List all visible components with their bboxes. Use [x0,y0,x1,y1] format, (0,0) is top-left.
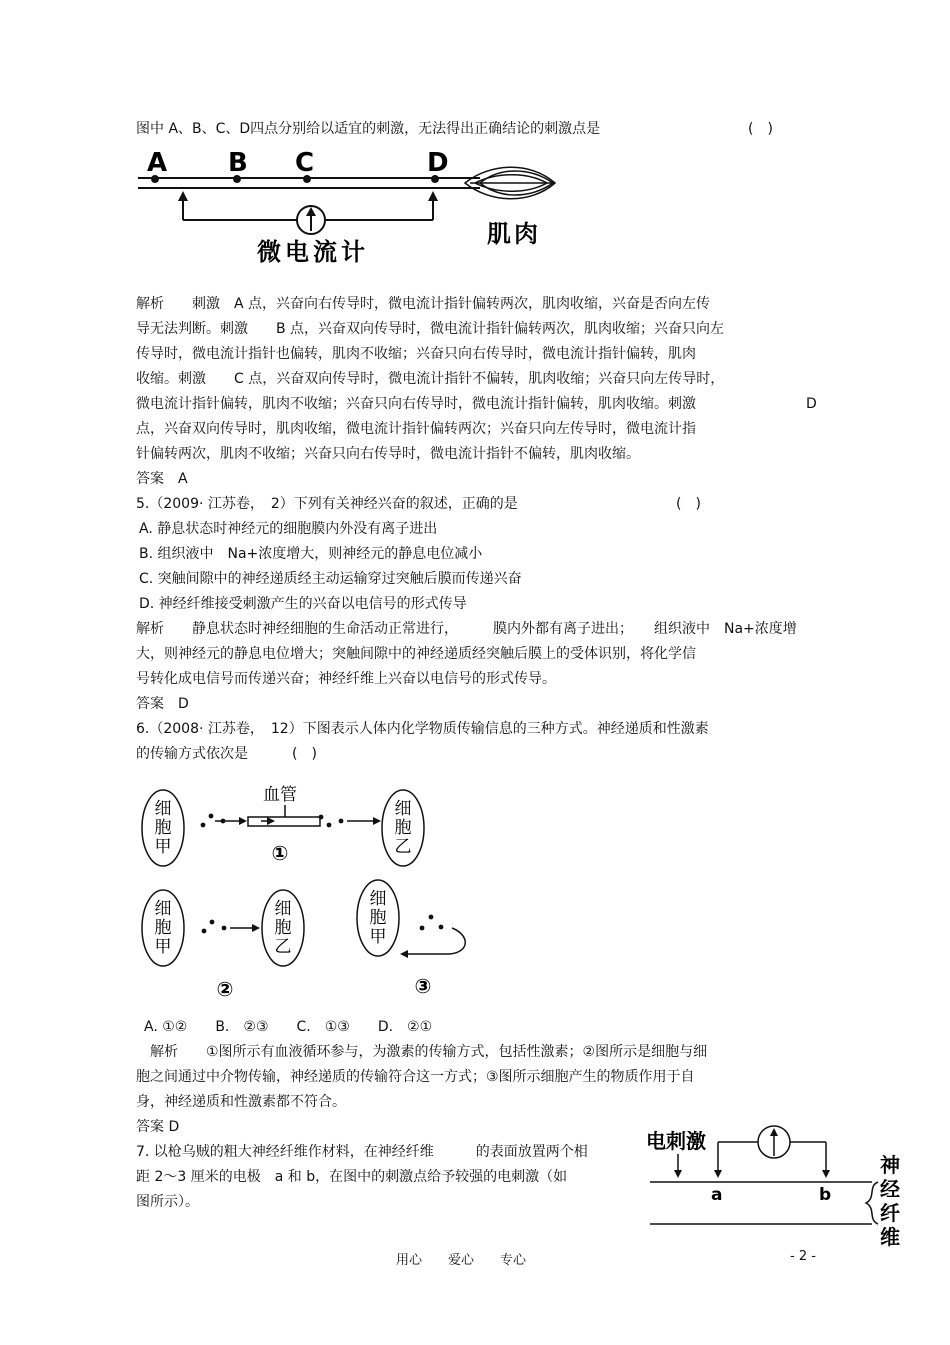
electrode-a-label: a [711,1185,723,1205]
q5-option-c: C. 突触间隙中的神经递质经主动运输穿过突触后膜而传递兴奋 [139,571,522,587]
fiber-label-char: 神 [880,1153,900,1177]
stimulation-figure [640,1120,910,1250]
q6-analysis-line: 解析 ①图所示有血液循环参与，为激素的传输方式，包括性激素；②图所示是细胞与细 [136,1044,708,1060]
mark-3: ③ [414,974,432,998]
vessel-label: 血管 [263,785,297,805]
q5-option-b: B. 组织液中 Na+浓度增大，则神经元的静息电位减小 [139,546,483,562]
q6-analysis-line: 胞之间通过中介物传输，神经递质的传输符合这一方式；③图所示细胞产生的物质作用于自 [136,1069,695,1085]
point-a-label: A [147,148,168,178]
cell-jia-1-char: 胞 [154,818,172,838]
question-intro-text: 图中 A、B、C、D四点分别给以适宜的刺激，无法得出正确结论的刺激点是 [136,121,601,137]
point-c-label: C [295,148,315,178]
answer-6: 答案 D [136,1119,180,1135]
cell-yi-2-char: 乙 [274,937,292,957]
answer-5: 答案 D [136,696,189,712]
cell-yi-1-char: 乙 [394,837,412,857]
analysis1-line: 收缩。刺激 C 点，兴奋双向传导时，微电流计指针不偏转，肌肉收缩；兴奋只向左传导时， [136,371,725,387]
cell-jia-3-char: 细 [369,889,387,909]
q5-analysis-line: 号转化成电信号而传递兴奋；神经纤维上兴奋以电信号的形式传导。 [136,671,556,687]
cell-yi-1-char: 胞 [394,818,412,838]
q5-paren: ( ) [676,496,701,512]
q6-choices: A. ①② B. ②③ C. ①③ D. ②① [144,1019,433,1035]
q5-option-d: D. 神经纤维接受刺激产生的兴奋以电信号的形式传导 [139,596,467,612]
transmission-figure [135,780,480,1005]
cell-jia-2-char: 细 [154,899,172,919]
cell-yi-2-char: 胞 [274,918,292,938]
q5-stem: 5.（2009· 江苏卷， 2）下列有关神经兴奋的叙述，正确的是 [136,496,518,512]
answer-1: 答案 A [136,471,188,487]
page-number: - 2 - [790,1249,816,1264]
blood-vessel [248,817,320,826]
q6-paren: ( ) [292,746,317,762]
q6-analysis-line: 身，神经递质和性激素都不符合。 [136,1094,346,1110]
muscle-label: 肌肉 [487,220,541,248]
fiber-label-char: 维 [880,1225,900,1249]
fiber-label-char: 纤 [880,1201,900,1225]
stimulation-label: 电刺激 [646,1129,706,1153]
cell-yi-1-char: 细 [394,799,412,819]
q6-stem-line2: 的传输方式依次是 [136,746,248,762]
q6-stem-line1: 6.（2008· 江苏卷， 12）下图表示人体内化学物质传输信息的三种方式。神经递质和性激素 [136,721,709,737]
analysis1-d-label: D [806,396,817,412]
q5-option-a: A. 静息状态时神经元的细胞膜内外没有离子进出 [139,521,438,537]
question-intro [136,121,600,137]
cell-jia-1-char: 甲 [154,837,172,857]
analysis1-line: 传导时，微电流计指针也偏转，肌肉不收缩；兴奋只向右传导时，微电流计指针偏转，肌肉 [136,346,696,362]
electrode-b-label: b [819,1185,832,1205]
answer-paren: ( ) [748,121,773,137]
analysis1-line: 解析 刺激 A 点，兴奋向右传导时，微电流计指针偏转两次，肌肉收缩，兴奋是否向左传 [136,296,711,312]
footer-motto: 用心 爱心 专心 [396,1253,527,1268]
q5-analysis-line: 大，则神经元的静息电位增大；突触间隙中的神经递质经突触后膜上的受体识别，将化学信 [136,646,696,662]
q7-line: 距 2～3 厘米的电极 a 和 b，在图中的刺激点给予较强的电刺激（如 [136,1169,568,1185]
analysis1-line: 针偏转两次，肌肉不收缩；兴奋只向右传导时，微电流计指针不偏转，肌肉收缩。 [136,446,640,462]
analysis1-line: 导无法判断。刺激 B 点，兴奋双向传导时，微电流计指针偏转两次，肌肉收缩；兴奋只向左 [136,321,725,337]
cell-yi-2-char: 细 [274,899,292,919]
muscle-shape [465,167,555,199]
q7-line: 7. 以枪乌贼的粗大神经纤维作材料，在神经纤维 的表面放置两个相 [136,1144,588,1160]
mark-2: ② [216,977,234,1001]
mark-1: ① [271,841,289,865]
analysis1-line: 点，兴奋双向传导时，肌肉收缩，微电流计指针偏转两次；兴奋只向左传导时，微电流计指 [136,421,696,437]
point-b-label: B [228,148,248,178]
analysis1-line: 微电流计指针偏转，肌肉不收缩；兴奋只向右传导时，微电流计指针偏转，肌肉收缩。刺激 [136,396,696,412]
q7-line: 图所示）。 [136,1194,199,1210]
point-d-label: D [427,148,449,178]
nerve-muscle-figure [135,145,565,270]
cell-jia-2-char: 胞 [154,918,172,938]
galvanometer-label: 微电流计 [257,238,369,266]
cell-jia-3-char: 胞 [369,908,387,928]
fiber-label-char: 经 [880,1177,900,1201]
q5-analysis-line: 解析 静息状态时神经细胞的生命活动正常进行， 膜内外都有离子进出； 组织液中 Na+浓度增 [136,621,797,637]
cell-jia-2-char: 甲 [154,937,172,957]
cell-jia-3-char: 甲 [369,927,387,947]
cell-jia-1-char: 细 [154,799,172,819]
